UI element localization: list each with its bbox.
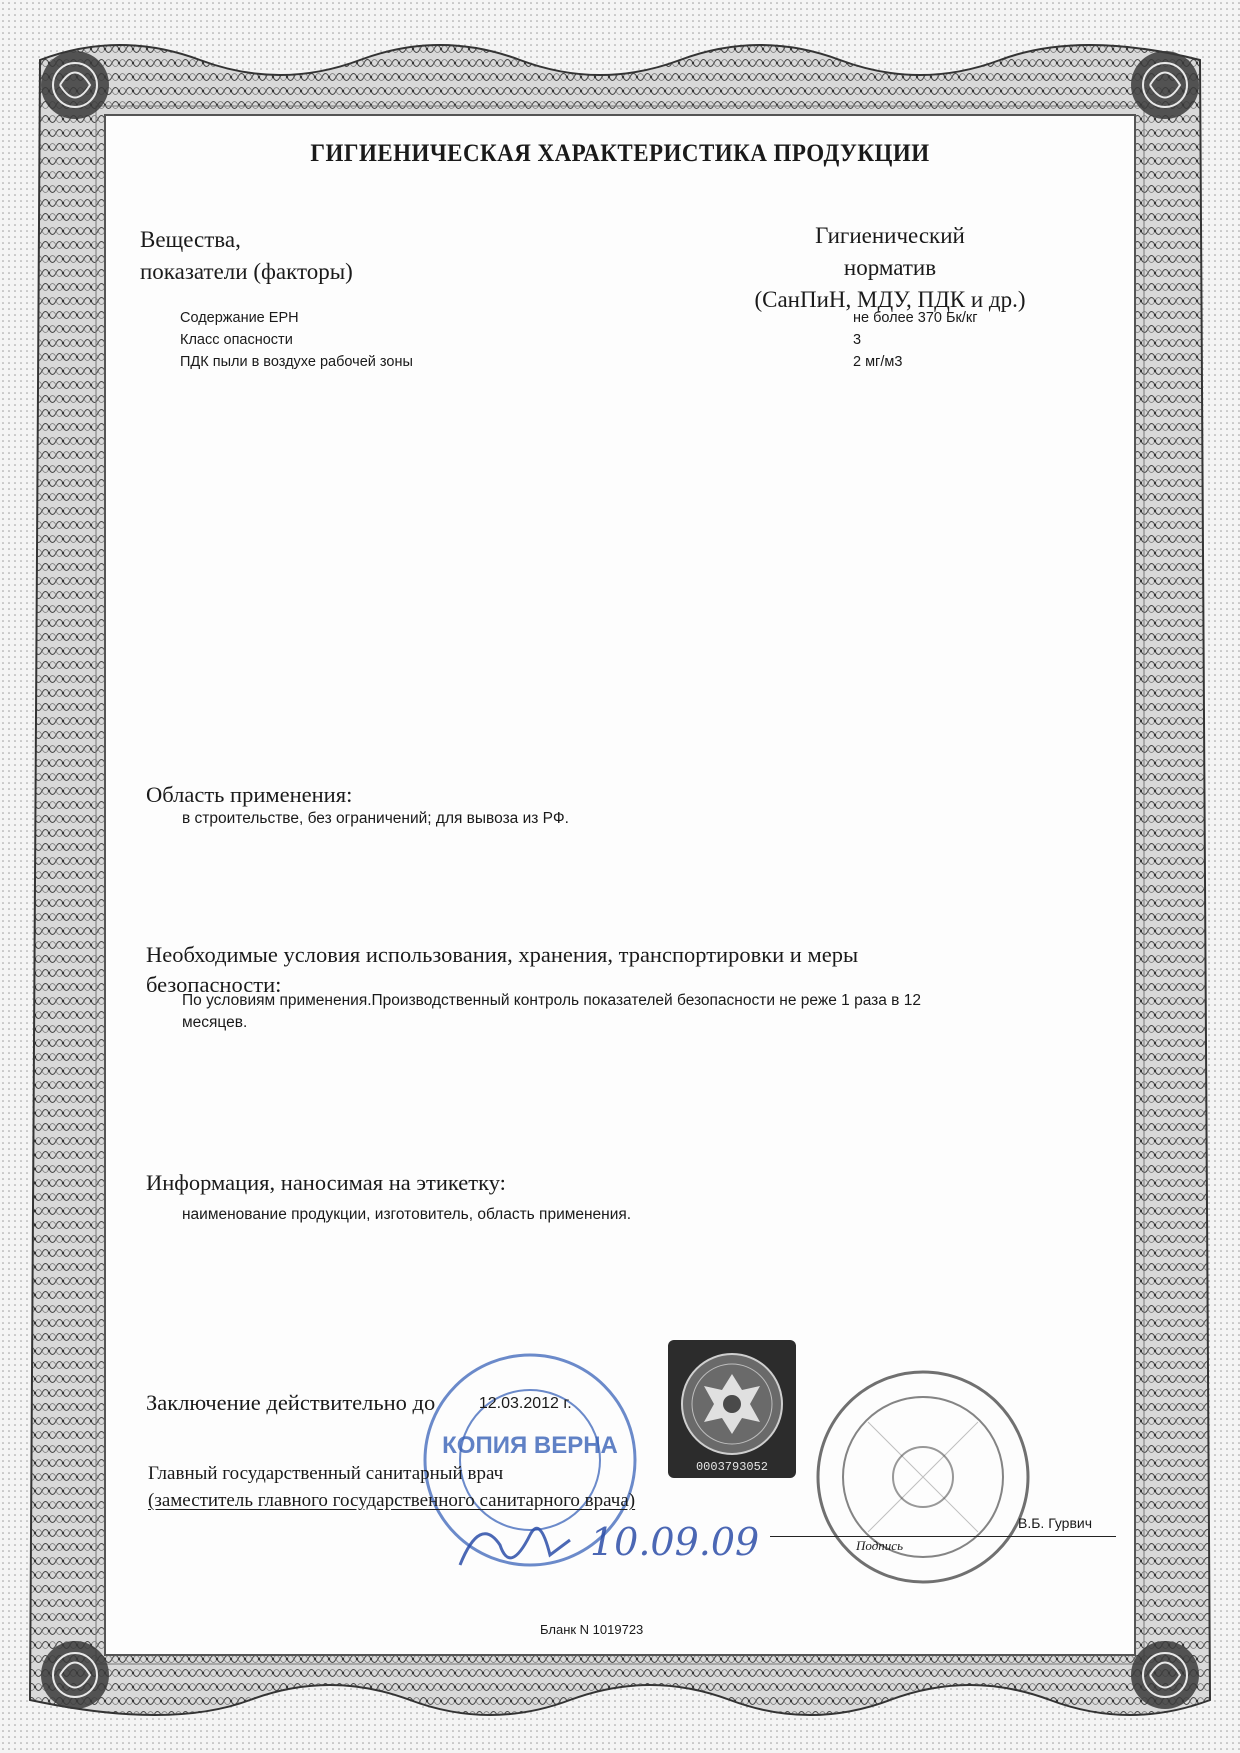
conditions-heading-line1: Необходимые условия использования, хранения, транспортировки и меры <box>146 942 859 967</box>
conditions-text-line1: По условиям применения.Производственный контроль показателей безопасности не реже 1 раза в 12 <box>182 992 921 1009</box>
indicator-row <box>180 310 1060 332</box>
column-header-norm-line2: норматив <box>843 255 937 280</box>
handwritten-signature <box>440 1495 780 1595</box>
indicator-name: ПДК пыли в воздухе рабочей зоны <box>180 354 413 370</box>
column-header-norm-line1: Гигиенический <box>815 223 965 248</box>
official-round-seal <box>808 1362 1038 1592</box>
conditions-text-line2: месяцев. <box>182 1014 248 1031</box>
stamp-center-text: КОПИЯ ВЕРНА <box>442 1432 618 1459</box>
signature-line <box>770 1536 1116 1537</box>
indicator-value: не более 370 Бк/кг <box>853 310 978 326</box>
column-header-norm <box>720 220 1060 316</box>
state-emblem-hologram <box>668 1340 796 1478</box>
indicator-value: 2 мг/м3 <box>853 354 903 370</box>
form-number: Бланк N 1019723 <box>540 1622 644 1637</box>
doctor-title-line2: (заместитель главного государственного санитарного врача) <box>148 1490 636 1511</box>
conditions-text <box>182 990 921 1034</box>
label-info-text: наименование продукции, изготовитель, область применения. <box>182 1206 632 1223</box>
validity-date: 12.03.2012 г. <box>478 1395 572 1412</box>
indicator-name: Содержание ЕРН <box>180 310 299 326</box>
signature-caption: Подпись <box>856 1538 903 1553</box>
doctor-title-line1: Главный государственный санитарный врач <box>148 1463 504 1484</box>
document-title: ГИГИЕНИЧЕСКАЯ ХАРАКТЕРИСТИКА ПРОДУКЦИИ <box>310 140 930 167</box>
indicator-value: 3 <box>853 332 862 348</box>
validity-label: Заключение действительно до <box>146 1390 436 1415</box>
indicator-row <box>180 332 1060 354</box>
column-header-norm-line3: (СанПиН, МДУ, ПДК и др.) <box>754 287 1026 312</box>
indicator-name: Класс опасности <box>180 332 293 348</box>
column-header-substances-line1: Вещества, <box>140 227 241 252</box>
label-info-heading: Информация, наносимая на этикетку: <box>146 1170 506 1195</box>
conditions-heading-line2: безопасности: <box>146 972 282 997</box>
column-header-substances <box>140 224 353 288</box>
scope-heading: Область применения: <box>146 782 353 807</box>
handwritten-date: 10.09.09 <box>590 1520 760 1564</box>
column-header-substances-line2: показатели (факторы) <box>140 259 353 284</box>
indicators-table <box>180 310 1060 376</box>
scope-text: в строительстве, без ограничений; для вывоза из РФ. <box>182 810 569 827</box>
signatory-name: В.Б. Гурвич <box>1018 1515 1093 1531</box>
validity <box>146 1390 572 1416</box>
indicator-row <box>180 354 1060 376</box>
emblem-number: 0003793052 <box>695 1460 769 1474</box>
